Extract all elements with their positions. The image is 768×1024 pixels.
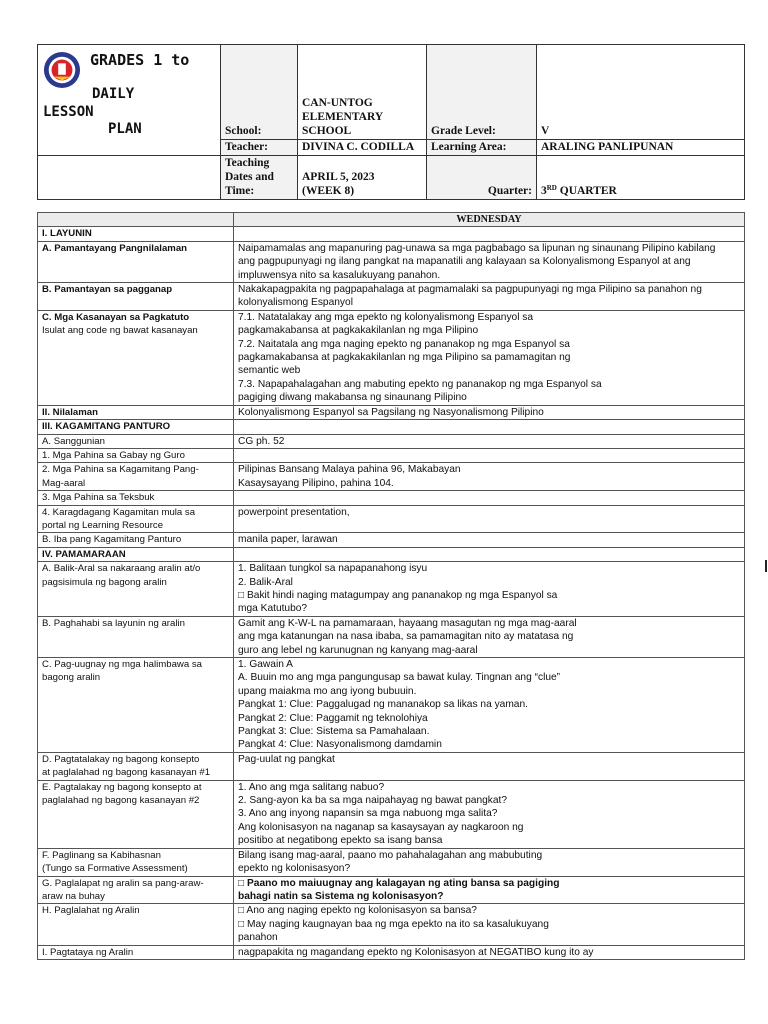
row-label <box>38 547 234 561</box>
table-row <box>38 405 745 419</box>
table-row <box>38 491 745 505</box>
row-content: 1. Gawain A A. Buuin mo ang mga pangungusap sa bawat kulay. Tingnan ang “clue” upang maiakma mo ang iyong bubuuin. Pangkat 1: Clue: Paggalugad ng mananakop sa likas na yaman. Pangkat 2: Clue: Paggamit ng teknolohiya Pangkat 3: Clue: Sistema sa Pamahalaan. Pangkat 4: Clue: Nasyonalismong damdamin <box>234 658 745 753</box>
row-label-text: A. Sanggunian <box>42 435 105 447</box>
table-row <box>38 227 745 241</box>
table-row <box>38 780 745 848</box>
row-label <box>38 562 234 617</box>
table-row <box>38 241 745 282</box>
row-content <box>234 547 745 561</box>
row-label-text: B. Pamantayan sa pagganap <box>42 284 173 296</box>
row-content: powerpoint presentation, <box>234 505 745 533</box>
page-edge-mark <box>765 560 767 572</box>
deped-seal-icon <box>43 51 81 89</box>
quarter-num: 3 <box>541 185 547 197</box>
row-content <box>234 448 745 462</box>
table-row <box>38 448 745 462</box>
row-content <box>234 491 745 505</box>
row-label <box>38 780 234 848</box>
row-content <box>234 227 745 241</box>
row-label <box>38 616 234 657</box>
day-blank-cell <box>38 213 234 227</box>
day-title: WEDNESDAY <box>234 213 745 227</box>
row-label-text: I. LAYUNIN <box>42 228 92 240</box>
title-line1: GRADES 1 to <box>90 51 190 69</box>
row-label-text: A. Balik-Aral sa nakaraang aralin at/o pagsisimula ng bagong aralin <box>42 563 201 588</box>
row-content: Pag-uulat ng pangkat <box>234 752 745 780</box>
row-label-text: 2. Mga Pahina sa Kagamitang Pang- Mag-aaral <box>42 464 199 489</box>
row-label <box>38 227 234 241</box>
row-content: nagpapakita ng magandang epekto ng Kolonisasyon at NEGATIBO kung ito ay <box>234 945 745 959</box>
table-row <box>38 533 745 547</box>
row-label <box>38 405 234 419</box>
row-label-text: D. Pagtatalakay ng bagong konsepto at paglalahad ng bagong kasanayan #1 <box>42 753 211 779</box>
row-label-text: B. Paghahabi sa layunin ng aralin <box>42 617 185 629</box>
row-content <box>234 420 745 434</box>
row-label-text: 1. Mga Pahina sa Gabay ng Guro <box>42 449 185 461</box>
row-label <box>38 752 234 780</box>
table-row <box>38 283 745 311</box>
area-label: Learning Area: <box>427 140 537 156</box>
table-row <box>38 616 745 657</box>
row-content: Nakakapagpakita ng pagpapahalaga at pagmamalaki sa pagpupunyagi ng mga Pilipino sa panahon ng kolonyalismong Espanyol <box>234 283 745 311</box>
quarter-sup: RD <box>546 184 557 192</box>
quarter-value <box>537 156 745 200</box>
row-label-text: E. Pagtalakay ng bagong konsepto at paglalahad ng bagong kasanayan #2 <box>42 781 202 807</box>
row-label <box>38 658 234 753</box>
table-row <box>38 945 745 959</box>
grade-label: Grade Level: <box>427 45 537 140</box>
row-label-text: 3. Mga Pahina sa Teksbuk <box>42 492 155 504</box>
table-row <box>38 752 745 780</box>
lesson-table <box>37 212 745 960</box>
row-content: manila paper, larawan <box>234 533 745 547</box>
row-content: CG ph. 52 <box>234 434 745 448</box>
row-label-text: B. Iba pang Kagamitang Panturo <box>42 534 182 546</box>
table-row <box>38 547 745 561</box>
school-value: CAN-UNTOG ELEMENTARY SCHOOL <box>298 45 427 140</box>
row-label-text: II. Nilalaman <box>42 406 98 418</box>
title-cell <box>38 45 221 156</box>
table-row <box>38 848 745 876</box>
row-content: Kolonyalismong Espanyol sa Pagsilang ng Nasyonalismong Pilipino <box>234 405 745 419</box>
table-row <box>38 310 745 405</box>
row-label-text: A. Pamantayang Pangnilalaman <box>42 242 188 254</box>
quarter-label: Quarter: <box>427 156 537 200</box>
title-line4: PLAN <box>108 121 142 137</box>
row-content: Gamit ang K-W-L na pamamaraan, hayaang masagutan ng mga mag-aaral ang mga katanungan na nasa ibaba, sa pamamagitan nito ay matatasa ng guro ang lebel ng karunugnan ng kanyang mag-aaral <box>234 616 745 657</box>
row-content: 1. Ano ang mga salitang nabuo? 2. Sang-ayon ka ba sa mga naipahayag ng bawat pangkat? 3. Ano ang inyong napansin sa mga nabuong mga salita? Ang kolonisasyon na naganap sa kasaysayan ay nagkaroon ng positibo at negatibong epekto sa isang bansa <box>234 780 745 848</box>
header-blank-cell <box>38 156 221 200</box>
teacher-value: DIVINA C. CODILLA <box>298 140 427 156</box>
dates-value: APRIL 5, 2023 (WEEK 8) <box>298 156 427 200</box>
row-content: 7.1. Natatalakay ang mga epekto ng kolonyalismong Espanyol sa pagkamakabansa at pagkakakilanlan ng mga Pilipino 7.2. Naitatala ang mga naging epekto ng pananakop ng mga Espanyol sa pagkamakabansa at pagkakakilanlan ng mga Pilipino sa pamamagitan ng semantic web 7.3. Napapahalagahan ang mabuting epekto ng pananakop ng mga Espanyol sa pagiging diwang makabansa ng sinaunang Pilipino <box>234 310 745 405</box>
table-row <box>38 904 745 945</box>
row-content: Naipamamalas ang mapanuring pag-unawa sa mga pagbabago sa lipunan ng sinaunang Pilipino kabilang ang pagpupunyagi ng ilang pangkat na mapanatili ang kalayaan sa Kolonyalismong Espanyol at ang impluwensya nito sa kasalukuyang panahon. <box>234 241 745 282</box>
row-content: □ Paano mo maiuugnay ang kalagayan ng ating bansa sa pagiging bahagi natin sa Sistema ng kolonisasyon? <box>234 876 745 904</box>
row-label <box>38 241 234 282</box>
row-label <box>38 848 234 876</box>
row-label <box>38 533 234 547</box>
row-label-text: I. Pagtataya ng Aralin <box>42 946 134 958</box>
row-label-text: H. Paglalahat ng Aralin <box>42 905 140 917</box>
title-line3: LESSON <box>43 104 94 120</box>
table-row <box>38 658 745 753</box>
row-label <box>38 310 234 405</box>
row-label-sub: Isulat ang code ng bawat kasanayan <box>42 325 198 337</box>
row-label-text: C. Mga Kasanayan sa Pagkatuto <box>42 311 190 323</box>
table-row <box>38 420 745 434</box>
row-label-text: G. Paglalapat ng aralin sa pang-araw- araw na buhay <box>42 877 204 902</box>
row-label <box>38 945 234 959</box>
table-row <box>38 434 745 448</box>
title-line2: DAILY <box>92 86 135 102</box>
header-table <box>37 44 745 200</box>
row-label-text: F. Paglinang sa Kabihasnan (Tungo sa Formative Assessment) <box>42 849 188 875</box>
row-label-text: IV. PAMAMARAAN <box>42 548 126 560</box>
row-content: 1. Balitaan tungkol sa napapanahong isyu 2. Balik-Aral □ Bakit hindi naging matagumpay ang pananakop ng mga Espanyol sa mga Katutubo? <box>234 562 745 617</box>
row-content: □ Ano ang naging epekto ng kolonisasyon sa bansa? □ May naging kaugnayan baa ng mga epekto na ito sa kasalukuyang panahon <box>234 904 745 945</box>
table-row <box>38 876 745 904</box>
row-label-text: C. Pag-uugnay ng mga halimbawa sa bagong aralin <box>42 659 202 684</box>
row-content: Bilang isang mag-aaral, paano mo pahahalagahan ang mabubuting epekto ng kolonisasyon? <box>234 848 745 876</box>
teacher-label: Teacher: <box>221 140 298 156</box>
row-label <box>38 420 234 434</box>
table-row <box>38 562 745 617</box>
row-label <box>38 463 234 491</box>
row-label <box>38 283 234 311</box>
row-label <box>38 876 234 904</box>
row-label <box>38 491 234 505</box>
row-label <box>38 448 234 462</box>
quarter-text: QUARTER <box>556 185 617 197</box>
row-label-text: III. KAGAMITANG PANTURO <box>42 421 171 433</box>
row-label <box>38 434 234 448</box>
row-label <box>38 505 234 533</box>
row-label-text: 4. Karagdagang Kagamitan mula sa portal ng Learning Resource <box>42 506 196 531</box>
dates-label: Teaching Dates and Time: <box>221 156 298 200</box>
area-value: ARALING PANLIPUNAN <box>537 140 745 156</box>
row-label <box>38 904 234 945</box>
school-label: School: <box>221 45 298 140</box>
table-row <box>38 505 745 533</box>
row-content: Pilipinas Bansang Malaya pahina 96, Makabayan Kasaysayang Pilipino, pahina 104. <box>234 463 745 491</box>
table-row <box>38 463 745 491</box>
grade-value: V <box>537 45 745 140</box>
